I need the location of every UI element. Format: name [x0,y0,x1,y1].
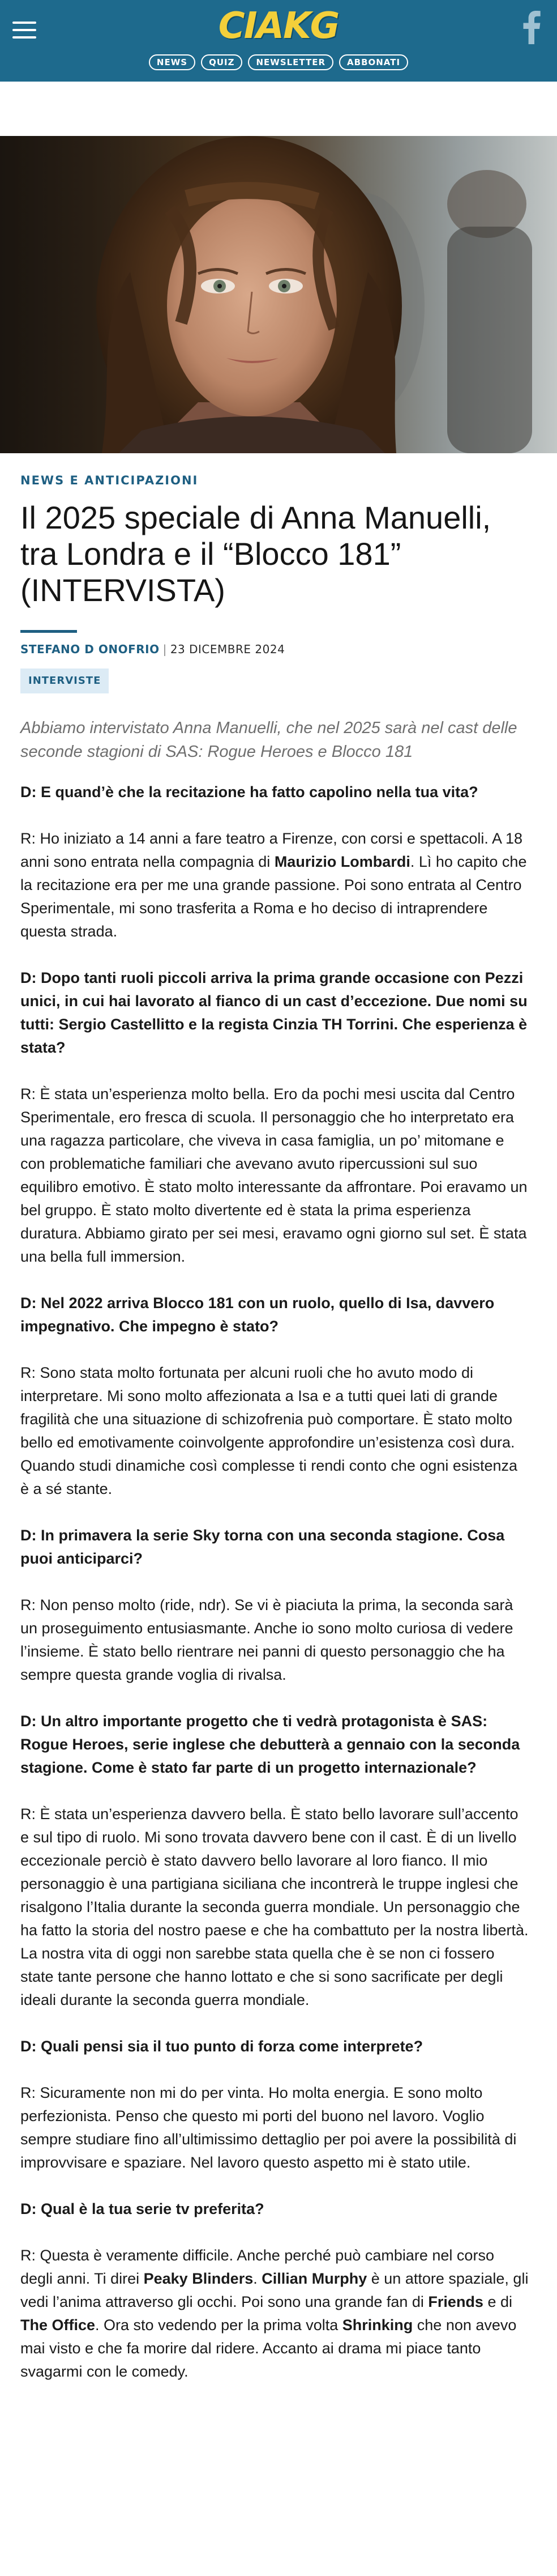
bold-title: The Office [20,2317,96,2334]
question-2: D: Dopo tanti ruoli piccoli arriva la prima grande occasione con Pezzi unici, in cui hai lavorato al fianco di un cast d’eccezione. Due nomi su tutti: Sergio Castellitto e la regista Cinzia TH Torrini. Che esperienza è stata? [20,969,528,1056]
article-body [20,781,530,2407]
answer-text: R: Questa è veramente difficile. Anche perché può cambiare nel corso degli anni. Ti direi [20,2247,494,2287]
tag-interviste[interactable]: INTERVISTE [20,669,109,693]
bold-title: Friends [428,2293,483,2310]
answer-text: R: Ho iniziato a 14 anni a fare teatro a Firenze, con corsi e spettacoli. A 18 anni sono entrata nella compagnia di [20,830,522,870]
answer-3: R: Sono stata molto fortunata per alcuni ruoli che ho avuto modo di interpretare. Mi sono molto affezionata a Isa e a tutti quei lati di grande fragilità che una situazione di schizofrenia può comportare. È stato molto bello ed emotivamente coinvolgente approfondire un’esistenza così dura. Quando studi dinamiche così complesse ti rendi conto che ogni esistenza è a sé stante. [20,1364,518,1497]
answer-7 [20,2244,530,2383]
article-lead: Abbiamo intervistato Anna Manuelli, che nel 2025 sarà nel cast delle seconde stagioni di SAS: Rogue Heroes e Blocco 181 [20,719,517,761]
question-4: D: In primavera la serie Sky torna con una seconda stagione. Cosa puoi anticiparci? [20,1527,505,1567]
nav-quiz[interactable]: QUIZ [201,54,242,70]
hamburger-menu-icon[interactable] [12,22,36,40]
nav-newsletter[interactable]: NEWSLETTER [248,54,333,70]
answer-2: R: È stata un’esperienza molto bella. Ero da pochi mesi uscita dal Centro Sperimentale, ero fresca di scuola. Il personaggio che ho interpretato era una ragazza particolare, che viveva in casa famiglia, un po’ mitomane e con problematiche familiari che avevano avuto ripercussioni sul suo equilibro emotivo. È stato molto interessante da affrontare. Poi eravamo un bel gruppo. È stato molto divertente ed è stata la prima esperienza duratura. Abbiamo girato per sei mesi, eravamo ogni giorno sul set. È stata una bella full immersion. [20,1085,528,1265]
bold-name: Maurizio Lombardi [274,853,410,870]
title-divider [20,630,77,633]
article-category[interactable]: NEWS E ANTICIPAZIONI [20,474,199,487]
facebook-icon[interactable] [521,10,541,44]
top-nav [0,54,557,74]
bold-title: Shrinking [342,2317,413,2334]
byline-separator: | [162,642,167,656]
answer-1 [20,827,530,943]
question-7: D: Qual è la tua serie tv preferita? [20,2200,264,2217]
article-title: Il 2025 speciale di Anna Manuelli, tra Londra e il “Blocco 181” (INTERVISTA) [20,500,491,608]
answer-text: è un attore spaziale, gli vedi l’anima attraverso gli occhi. Poi sono una grande fan di [20,2270,529,2310]
answer-4: R: Non penso molto (ride, ndr). Se vi è piaciuta la prima, la seconda sarà un proseguimento entusiasmante. Anche io sono molto curiosa di vedere l’insieme. È stato bello rientrare nei panni di questo personaggio che ha sempre questa grande voglia di rivalsa. [20,1596,513,1683]
byline [20,642,285,656]
nav-news[interactable]: NEWS [149,54,195,70]
answer-text: . Ora sto vedendo per la prima volta [95,2317,342,2334]
question-5: D: Un altro importante progetto che ti vedrà protagonista è SAS: Rogue Heroes, serie inglese che debutterà a gennaio con la seconda stagione. Come è stato far parte di un progetto internazionale? [20,1713,520,1776]
question-3: D: Nel 2022 arriva Blocco 181 con un ruolo, quello di Isa, davvero impegnativo. Che impegno è stato? [20,1295,495,1335]
bold-name: Cillian Murphy [262,2270,367,2287]
publish-date: 23 DICEMBRE 2024 [170,642,285,656]
question-1: D: E quand’è che la recitazione ha fatto capolino nella tua vita? [20,784,478,801]
site-header [0,0,557,82]
hero-photo [0,136,557,453]
answer-text: e di [483,2293,512,2310]
answer-text: che non avevo mai visto e che fa morire dal ridere. Accanto ai drama mi piace tanto svagarmi con le comedy. [20,2317,517,2380]
answer-text: . [253,2270,262,2287]
bold-title: Peaky Blinders [143,2270,254,2287]
site-logo[interactable]: CIAKG [218,5,339,47]
answer-5: R: È stata un’esperienza davvero bella. È stato bello lavorare sull’accento e sul tipo di ruolo. Mi sono trovata davvero bene con il cast. È di un livello eccezionale perciò è stato davvero bello lavorare al loro fianco. Il mio personaggio è una partigiana siciliana che incontrerà le truppe inglesi che risalgono l’Italia durante la seconda guerra mondiale. Un personaggio che ha fatto la storia del nostro paese e che ha combattuto per la nostra libertà. La nostra vita di oggi non sarebbe stata quella che è se non ci fossero state tante persone che hanno lottato e che si sono sacrificate per degli ideali durante la seconda guerra mondiale. [20,1806,529,2008]
answer-text: . Lì ho capito che la recitazione era per me una grande passione. Poi sono entrata al Centro Sperimentale, mi sono trasferita a Roma e ho deciso di intraprendere questa strada. [20,853,527,940]
author-name[interactable]: STEFANO D ONOFRIO [20,642,160,656]
nav-abbonati[interactable]: ABBONATI [339,54,408,70]
question-6: D: Quali pensi sia il tuo punto di forza come interprete? [20,2038,423,2055]
answer-6: R: Sicuramente non mi do per vinta. Ho molta energia. E sono molto perfezionista. Penso che questo mi porti del buono nel lavoro. Voglio sempre studiare fino all’ultimissimo dettaglio per poi avere la possibilità di improvvisare e spaziare. Nel lavoro questo aspetto mi è stato utile. [20,2084,517,2171]
